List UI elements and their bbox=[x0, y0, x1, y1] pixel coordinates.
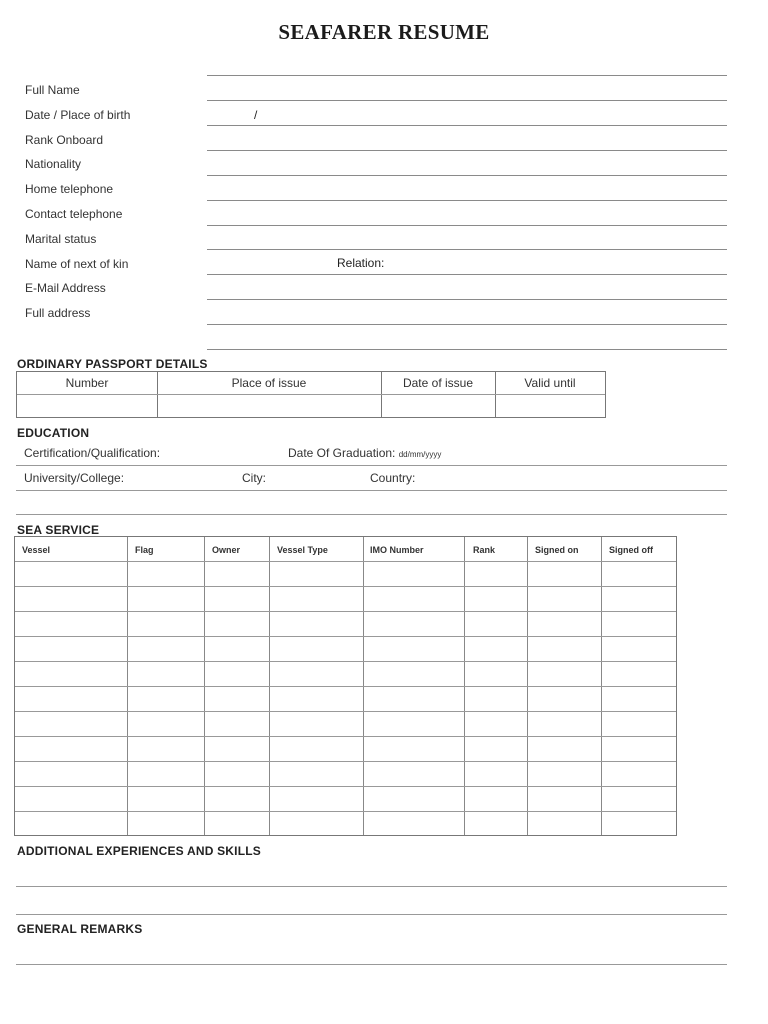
birth-separator: / bbox=[254, 108, 258, 122]
education-bottom-line[interactable] bbox=[16, 514, 727, 515]
additional-line-1[interactable] bbox=[16, 886, 727, 887]
sea-row-divider bbox=[15, 611, 676, 612]
home-telephone-line[interactable] bbox=[207, 200, 727, 201]
next-of-kin-label: Name of next of kin bbox=[25, 257, 129, 271]
sea-row-divider bbox=[15, 736, 676, 737]
remarks-heading: GENERAL REMARKS bbox=[17, 922, 143, 936]
sea-row-divider bbox=[15, 811, 676, 812]
document-title: SEAFARER RESUME bbox=[278, 20, 490, 44]
sea-header-flag: Flag bbox=[135, 545, 154, 555]
sea-header-signed-on: Signed on bbox=[535, 545, 579, 555]
certification-label: Certification/Qualification: bbox=[24, 446, 161, 460]
passport-header-place: Place of issue bbox=[231, 376, 307, 390]
passport-row-divider bbox=[17, 394, 605, 395]
sea-row-divider bbox=[15, 786, 676, 787]
sea-row-divider bbox=[15, 686, 676, 687]
rank-onboard-label: Rank Onboard bbox=[25, 133, 104, 147]
sea-header-imo-number: IMO Number bbox=[370, 545, 424, 555]
passport-heading: ORDINARY PASSPORT DETAILS bbox=[17, 357, 208, 371]
country-label: Country: bbox=[370, 471, 416, 485]
email-line[interactable] bbox=[207, 299, 727, 300]
passport-header-number: Number bbox=[65, 376, 109, 390]
full-address-label: Full address bbox=[25, 306, 91, 320]
full-address-line-1[interactable] bbox=[207, 324, 727, 325]
sea-row-divider bbox=[15, 761, 676, 762]
relation-label: Relation: bbox=[337, 256, 385, 270]
sea-header-rank: Rank bbox=[473, 545, 496, 555]
university-label: University/College: bbox=[24, 471, 125, 485]
passport-table bbox=[16, 371, 606, 418]
date-place-birth-line[interactable] bbox=[207, 125, 727, 126]
date-of-graduation-label bbox=[288, 446, 441, 460]
date-of-graduation-text: Date Of Graduation: bbox=[288, 446, 396, 460]
certification-line[interactable] bbox=[16, 465, 727, 466]
nationality-line[interactable] bbox=[207, 175, 727, 176]
contact-telephone-label: Contact telephone bbox=[25, 207, 123, 221]
sea-header-owner: Owner bbox=[212, 545, 241, 555]
marital-status-line[interactable] bbox=[207, 249, 727, 250]
next-of-kin-line[interactable] bbox=[207, 274, 727, 275]
sea-row-divider bbox=[15, 586, 676, 587]
rank-onboard-line[interactable] bbox=[207, 150, 727, 151]
sea-row-divider bbox=[15, 561, 676, 562]
sea-row-divider bbox=[15, 661, 676, 662]
marital-status-label: Marital status bbox=[25, 232, 97, 246]
passport-header-date: Date of issue bbox=[402, 376, 474, 390]
remarks-line[interactable] bbox=[16, 964, 727, 965]
education-heading: EDUCATION bbox=[17, 426, 90, 440]
additional-heading: ADDITIONAL EXPERIENCES AND SKILLS bbox=[17, 844, 261, 858]
date-format-hint: dd/mm/yyyy bbox=[398, 450, 442, 459]
nationality-label: Nationality bbox=[25, 157, 82, 171]
sea-row-divider bbox=[15, 636, 676, 637]
sea-service-table[interactable] bbox=[14, 536, 677, 836]
full-address-line-2[interactable] bbox=[207, 349, 727, 350]
city-label: City: bbox=[242, 471, 266, 485]
full-name-top-rule bbox=[207, 75, 727, 76]
full-name-line[interactable] bbox=[207, 100, 727, 101]
date-place-birth-label: Date / Place of birth bbox=[25, 108, 131, 122]
sea-header-signed-off: Signed off bbox=[609, 545, 653, 555]
sea-service-heading: SEA SERVICE bbox=[17, 523, 100, 537]
home-telephone-label: Home telephone bbox=[25, 182, 114, 196]
sea-header-vessel-type: Vessel Type bbox=[277, 545, 328, 555]
email-label: E-Mail Address bbox=[25, 281, 106, 295]
sea-row-divider bbox=[15, 711, 676, 712]
full-name-label: Full Name bbox=[25, 83, 80, 97]
contact-telephone-line[interactable] bbox=[207, 225, 727, 226]
passport-header-valid: Valid until bbox=[524, 376, 576, 390]
sea-header-vessel: Vessel bbox=[22, 545, 51, 555]
additional-line-2[interactable] bbox=[16, 914, 727, 915]
university-line[interactable] bbox=[16, 490, 727, 491]
